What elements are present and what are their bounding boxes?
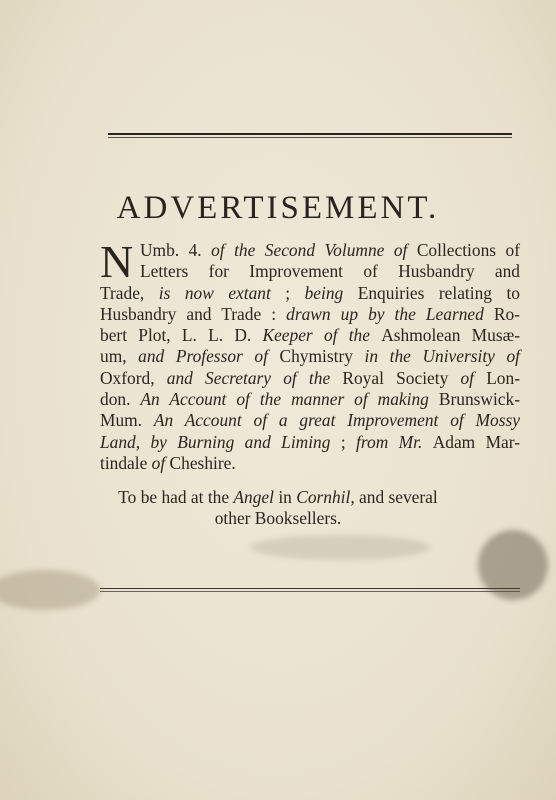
advertisement-body	[100, 236, 521, 474]
imprint-block	[0, 487, 556, 529]
text-run: Trade,	[100, 282, 159, 303]
text-run: Letters for Improvement of Husbandry and	[140, 261, 520, 282]
body-line	[100, 453, 520, 474]
text-run: Collections of	[416, 240, 520, 260]
text-run: Adam Mar-	[432, 431, 521, 452]
body-line	[100, 325, 520, 346]
text-run: Lon-	[486, 367, 520, 388]
text-run: An Account of a great Improvement of Mossy	[153, 410, 520, 431]
top-double-rule	[108, 133, 512, 138]
text-run: ;	[285, 282, 305, 303]
text-run: To be had at the	[118, 487, 234, 507]
text-run: Keeper of the	[262, 325, 382, 346]
text-run: of the Second Volumne of	[211, 240, 417, 260]
text-run: and Secretary of the	[166, 367, 343, 388]
body-line	[100, 346, 520, 367]
text-run: and several	[359, 487, 438, 507]
text-run: Angel	[233, 487, 279, 507]
page-title: ADVERTISEMENT.	[116, 190, 440, 226]
text-run: Cheshire.	[169, 452, 236, 473]
text-run: Husbandry and Trade :	[100, 303, 287, 324]
text-run: don.	[100, 389, 141, 410]
text-run: from Mr.	[356, 431, 433, 452]
text-run: ;	[340, 431, 357, 452]
bottom-double-rule	[100, 588, 520, 592]
body-line	[100, 240, 520, 261]
text-run: in	[278, 487, 297, 507]
text-run: An Account of the manner of making	[140, 389, 439, 410]
text-run: Cornhil,	[296, 487, 360, 507]
text-run: bert Plot, L. L. D.	[100, 325, 263, 346]
body-line	[100, 261, 520, 282]
paper-stain-center	[250, 535, 430, 560]
show-through-text	[150, 8, 550, 34]
text-run: Land, by Burning and Liming	[100, 431, 341, 452]
drop-cap-letter: N	[100, 236, 134, 287]
body-line	[100, 410, 520, 431]
text-run: Ashmolean Musæ-	[381, 325, 520, 346]
text-run: Royal Society	[342, 367, 461, 388]
imprint-line-2: other Booksellers.	[214, 508, 342, 528]
paper-stain-left	[0, 570, 100, 610]
text-run: Chymistry	[279, 346, 365, 367]
body-line	[100, 389, 520, 410]
body-line	[100, 432, 520, 453]
text-run: being	[304, 282, 358, 303]
text-run: Brunswick-	[438, 389, 521, 410]
text-run: tindale	[100, 452, 152, 473]
text-run: is now extant	[158, 282, 286, 303]
text-run: Oxford,	[100, 367, 167, 388]
text-run: and Professor of	[138, 346, 280, 367]
paper-stain-right	[478, 530, 548, 600]
body-line	[100, 283, 520, 304]
text-run: of	[460, 367, 487, 388]
text-run: of	[151, 452, 170, 473]
body-line	[100, 304, 520, 325]
text-run: Mum.	[100, 410, 154, 431]
text-run: in the University of	[364, 346, 520, 367]
text-run: um,	[100, 346, 139, 367]
text-run: Ro-	[493, 303, 520, 324]
text-run: Umb. 4.	[140, 240, 212, 260]
text-run: drawn up by the Learned	[286, 303, 494, 324]
body-line	[100, 368, 520, 389]
show-through-mark	[150, 8, 550, 34]
text-run: Enquiries relating to	[357, 282, 520, 303]
imprint-line-1	[118, 487, 437, 507]
